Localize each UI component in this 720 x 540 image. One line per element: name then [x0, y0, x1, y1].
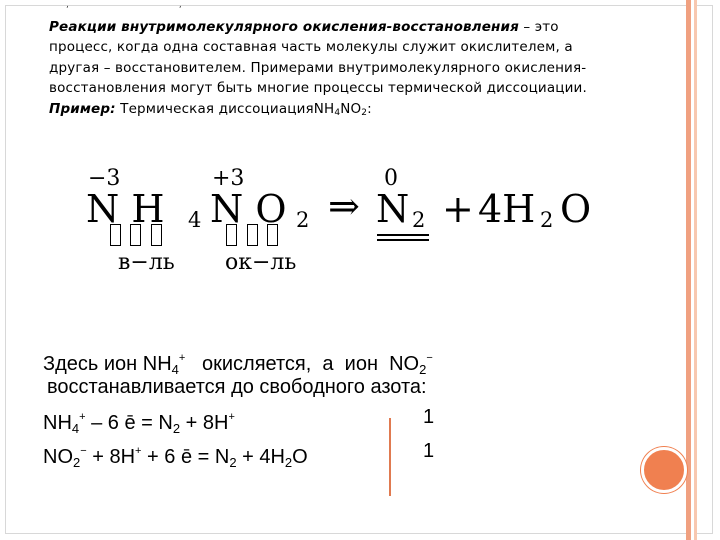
example-label: Пример: — [49, 100, 116, 117]
subscript: 2 — [284, 455, 293, 470]
product-o: O — [560, 187, 592, 231]
oxidation-state: +3 — [212, 166, 245, 191]
text-span: NO — [43, 446, 73, 468]
subscript: 2 — [419, 362, 427, 377]
subscript: 2 — [73, 455, 81, 470]
reactant-sub: 4 — [188, 208, 202, 232]
coefficient-reduction: 1 — [423, 440, 435, 462]
text-span: Здесь ион NH — [43, 353, 172, 375]
oxidant-label: ок−ль — [225, 250, 297, 275]
superscript: − — [80, 445, 87, 457]
orange-circle-decoration — [641, 447, 687, 493]
underline-double-2 — [377, 239, 429, 241]
missing-glyph-box — [247, 224, 258, 246]
missing-glyph-box — [226, 224, 237, 246]
missing-glyph-box — [267, 224, 278, 246]
half-reaction-reduction — [43, 438, 308, 476]
missing-glyph-box — [110, 224, 121, 246]
missing-glyph-box — [151, 224, 162, 246]
text-span: + 8H — [86, 446, 136, 468]
product-sub: 2 — [540, 208, 554, 232]
missing-glyph-box — [130, 224, 141, 246]
formula-end: : — [367, 100, 372, 117]
product-sub: 2 — [412, 208, 426, 232]
product-n: N — [376, 187, 410, 231]
example-text: Термическая диссоциация — [115, 100, 314, 117]
term-heading: Реакции внутримолекулярного окисления-восстановления — [49, 19, 519, 35]
formula-no: NO — [340, 100, 362, 117]
stray-mark: , — [66, 0, 69, 10]
reactant-nh: N H — [86, 187, 165, 231]
subscript: 4 — [71, 421, 80, 436]
coefficient-oxidation: 1 — [423, 406, 435, 428]
superscript: + — [228, 411, 235, 423]
formula-sub: 2 — [361, 107, 368, 118]
subscript: 4 — [171, 362, 179, 377]
plus-sign: + — [442, 187, 474, 231]
yields-arrow: ⇒ — [328, 184, 360, 228]
reactant-sub: 2 — [296, 208, 310, 232]
product-h: 4H — [478, 187, 536, 231]
coefficient-divider — [389, 418, 391, 496]
stray-mark: , — [178, 0, 182, 10]
superscript: + — [135, 445, 142, 457]
text-span: + 6 ē = N — [141, 446, 230, 468]
underline-double-1 — [377, 234, 429, 236]
oxidation-state: 0 — [384, 166, 398, 191]
superscript: − — [426, 352, 433, 364]
oxidation-state: −3 — [88, 166, 121, 191]
text-span: + 8H — [180, 412, 229, 434]
half-reaction-oxidation — [43, 404, 235, 442]
superscript: + — [79, 411, 86, 423]
explanation-line-2: восстанавливается до свободного азота: — [47, 376, 427, 398]
formula-nh: NH — [313, 100, 335, 117]
reactant-no: N O — [210, 187, 287, 231]
text-span: + 4H — [236, 446, 285, 468]
text-span: окисляется, а ион NO — [185, 353, 420, 375]
superscript: + — [178, 352, 186, 364]
text-span: O — [292, 446, 308, 468]
definition-text: – это процесс, когда одна составная часть молекулы служит окислителем, а другая – восстановителем. Примерами внутримолекулярного окисления-восстановления могут быть многие процессы термической диссоциации. — [49, 19, 587, 97]
subscript: 2 — [229, 455, 237, 470]
text-span: – 6 ē = N — [85, 412, 173, 434]
text-span: NH — [43, 412, 72, 434]
reductant-label: в−ль — [118, 250, 175, 275]
subscript: 2 — [172, 421, 181, 436]
formula-sub: 4 — [334, 107, 341, 118]
